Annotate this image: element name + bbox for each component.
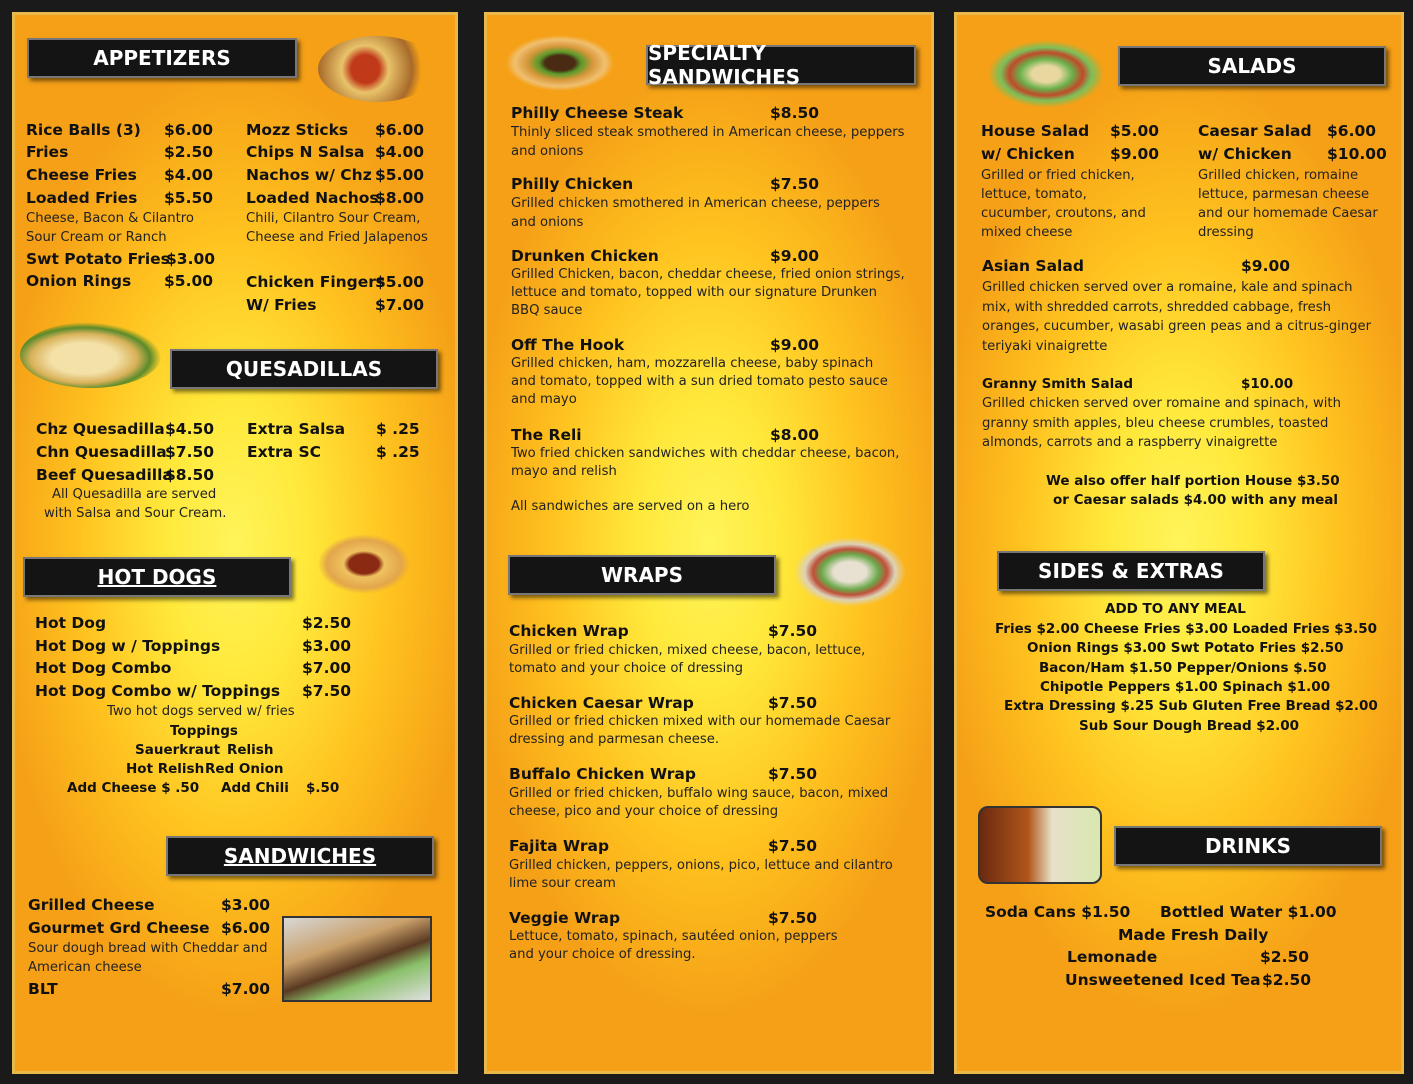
wrap-item-name: Fajita Wrap	[509, 837, 610, 855]
appetizer-price: $6.00	[375, 121, 425, 139]
salad-item: w/ Chicken	[981, 145, 1075, 163]
appetizer-item: Rice Balls (3)	[26, 121, 141, 139]
drink-item: Soda Cans $1.50	[985, 903, 1131, 921]
specialty-item-name: Philly Chicken	[511, 175, 634, 193]
drink-item: Bottled Water $1.00	[1160, 903, 1337, 921]
specialty-item-price: $9.00	[770, 336, 820, 354]
salad-item: Asian Salad	[982, 257, 1084, 275]
quesadilla-item: Chn Quesadilla	[36, 443, 167, 461]
hotdog-item: Hot Dog w / Toppings	[35, 637, 221, 655]
drink-price: $2.50	[1262, 971, 1312, 989]
nachos-image	[318, 36, 436, 102]
quesadilla-extra-price: $ .25	[376, 420, 420, 438]
item-description: Cheese and Fried Jalapenos	[246, 230, 428, 245]
wrap-item-price: $7.50	[768, 622, 818, 640]
sandwich-price: $6.00	[221, 919, 271, 937]
quesadilla-image	[20, 322, 162, 388]
appetizers-header: APPETIZERS	[27, 38, 297, 78]
salad-price: $9.00	[1110, 145, 1160, 163]
appetizer-price: $8.00	[375, 189, 425, 207]
appetizer-item: Loaded Nachos	[246, 189, 379, 207]
appetizer-price: $3.00	[166, 250, 216, 268]
topping: Hot Relish	[126, 761, 205, 777]
made-fresh-label: Made Fresh Daily	[1118, 926, 1269, 944]
iced-tea-image	[978, 806, 1102, 884]
sides-line: Fries $2.00 Cheese Fries $3.00 Loaded Fries $3.50	[995, 621, 1378, 637]
specialty-item-price: $8.50	[770, 104, 820, 122]
salad-price: $10.00	[1327, 145, 1387, 163]
wrap-item-price: $7.50	[768, 765, 818, 783]
hotdog-combo-note: Two hot dogs served w/ fries	[107, 704, 295, 719]
appetizer-item: Cheese Fries	[26, 166, 137, 184]
sides-line: Bacon/Ham $1.50 Pepper/Onions $.50	[1039, 660, 1327, 676]
hotdog-item: Hot Dog Combo w/ Toppings	[35, 682, 281, 700]
salads-header: SALADS	[1118, 46, 1386, 86]
item-description: Cheese, Bacon & Cilantro	[26, 211, 194, 226]
hotdog-item: Hot Dog	[35, 614, 107, 632]
quesadilla-price: $7.50	[165, 443, 215, 461]
add-chili: Add Chili	[221, 780, 289, 796]
salad-price: $9.00	[1241, 257, 1291, 275]
appetizer-item: Nachos w/ Chz	[246, 166, 372, 184]
hotdog-price: $7.50	[302, 682, 352, 700]
appetizer-item: Loaded Fries	[26, 189, 138, 207]
salad-description: Grilled or fried chicken, lettuce, tomato, cucumber, croutons, and mixed cheese	[981, 168, 1146, 240]
sides-line: Extra Dressing $.25 Sub Gluten Free Bread $2.00	[1004, 698, 1378, 714]
quesadilla-extra: Extra Salsa	[247, 420, 346, 438]
sandwich-price: $7.00	[221, 980, 271, 998]
appetizer-item: Chicken Fingers	[246, 273, 386, 291]
hotdog-price: $7.00	[302, 659, 352, 677]
wrap-item-price: $7.50	[768, 909, 818, 927]
drinks-header: DRINKS	[1114, 826, 1382, 866]
item-description: Chili, Cilantro Sour Cream,	[246, 211, 421, 226]
half-portion-note: We also offer half portion House $3.50	[1046, 473, 1340, 489]
specialty-item-description: Grilled chicken smothered in American cheese, peppers and onions	[511, 196, 880, 230]
quesadilla-note: All Quesadilla are served	[52, 487, 217, 502]
specialty-item-price: $7.50	[770, 175, 820, 193]
half-portion-note: or Caesar salads $4.00 with any meal	[1053, 492, 1339, 508]
sandwich-price: $3.00	[221, 896, 271, 914]
appetizer-price: $6.00	[164, 121, 214, 139]
sides-header: SIDES & EXTRAS	[997, 551, 1265, 591]
sides-line: Chipotle Peppers $1.00 Spinach $1.00	[1040, 679, 1331, 695]
appetizer-price: $5.50	[164, 189, 214, 207]
appetizer-price: $5.00	[375, 273, 425, 291]
topping: Relish	[227, 742, 274, 758]
appetizer-price: $5.00	[375, 166, 425, 184]
specialty-item-name: Off The Hook	[511, 336, 625, 354]
sides-subtitle: ADD TO ANY MEAL	[1105, 601, 1246, 617]
topping: Red Onion	[205, 761, 284, 777]
item-description: Sour Cream or Ranch	[26, 230, 167, 245]
wrap-item-name: Buffalo Chicken Wrap	[509, 765, 696, 783]
specialty-item-price: $8.00	[770, 426, 820, 444]
sandwich-description: Sour dough bread with Cheddar and	[28, 941, 268, 956]
wrap-item-name: Chicken Wrap	[509, 622, 629, 640]
quesadillas-header: QUESADILLAS	[170, 349, 438, 389]
appetizer-item: Swt Potato Fries	[26, 250, 170, 268]
salad-image	[984, 38, 1108, 110]
wrap-item-description: Grilled chicken, peppers, onions, pico, lettuce and cilantro lime sour cream	[509, 858, 893, 891]
appetizer-item: W/ Fries	[246, 296, 317, 314]
specialty-item-name: The Reli	[511, 426, 582, 444]
wrap-item-description: Grilled or fried chicken, buffalo wing sauce, bacon, mixed cheese, pico and your choice of dressing	[509, 786, 889, 819]
specialty-item-description: Thinly sliced steak smothered in American cheese, peppers and onions	[511, 125, 905, 159]
specialty-item-description: Grilled chicken, ham, mozzarella cheese, baby spinach and tomato, topped with a sun dried tomato pesto sauce and mayo	[511, 356, 888, 407]
toppings-title: Toppings	[170, 723, 238, 739]
specialty-item-price: $9.00	[770, 247, 820, 265]
appetizer-item: Chips N Salsa	[246, 143, 365, 161]
salad-description: Grilled chicken, romaine lettuce, parmesan cheese and our homemade Caesar dressing	[1198, 168, 1378, 240]
wrap-item-price: $7.50	[768, 694, 818, 712]
specialty-note: All sandwiches are served on a hero	[511, 499, 750, 514]
burger-image	[502, 33, 618, 93]
grilled-cheese-image	[282, 916, 432, 1002]
drink-item: Unsweetened Iced Tea	[1065, 971, 1261, 989]
sandwiches-header: SANDWICHES	[166, 836, 434, 876]
wrap-image	[792, 536, 908, 608]
wrap-item-description: Lettuce, tomato, spinach, sautéed onion, peppers and your choice of dressing.	[509, 929, 838, 962]
quesadilla-item: Beef Quesadilla	[36, 466, 173, 484]
quesadilla-price: $4.50	[165, 420, 215, 438]
hotdog-item: Hot Dog Combo	[35, 659, 172, 677]
specialty-item-name: Drunken Chicken	[511, 247, 659, 265]
quesadilla-price: $8.50	[165, 466, 215, 484]
appetizer-price: $7.00	[375, 296, 425, 314]
sandwich-item: BLT	[28, 980, 58, 998]
salad-description: Grilled chicken served over a romaine, kale and spinach mix, with shredded carrots, shredded cabbage, fresh oranges, cucumber, wasabi green peas and a citrus-ginger teriyaki vinaigrette	[982, 280, 1372, 354]
salad-price: $5.00	[1110, 122, 1160, 140]
topping: Sauerkraut	[135, 742, 221, 758]
appetizer-item: Fries	[26, 143, 69, 161]
hotdog-image	[316, 533, 412, 595]
add-cheese: Add Cheese $ .50	[67, 780, 200, 796]
appetizer-price: $2.50	[164, 143, 214, 161]
salad-price: $10.00	[1241, 376, 1294, 392]
appetizer-price: $5.00	[164, 272, 214, 290]
specialty-item-description: Grilled Chicken, bacon, cheddar cheese, fried onion strings, lettuce and tomato, topped with our signature Drunken BBQ sauce	[511, 267, 905, 318]
specialty-item-description: Two fried chicken sandwiches with cheddar cheese, bacon, mayo and relish	[511, 446, 900, 479]
sandwich-description: American cheese	[28, 960, 142, 975]
drink-item: Lemonade	[1067, 948, 1158, 966]
salad-item: House Salad	[981, 122, 1090, 140]
hotdog-price: $2.50	[302, 614, 352, 632]
wrap-item-name: Veggie Wrap	[509, 909, 621, 927]
hotdog-price: $3.00	[302, 637, 352, 655]
wrap-item-description: Grilled or fried chicken mixed with our homemade Caesar dressing and parmesan cheese.	[509, 714, 891, 747]
wraps-header: WRAPS	[508, 555, 776, 595]
sides-line: Sub Sour Dough Bread $2.00	[1079, 718, 1300, 734]
appetizer-price: $4.00	[164, 166, 214, 184]
quesadilla-item: Chz Quesadilla	[36, 420, 165, 438]
hotdogs-header: HOT DOGS	[23, 557, 291, 597]
wrap-item-description: Grilled or fried chicken, mixed cheese, bacon, lettuce, tomato and your choice of dressing	[509, 643, 866, 676]
sandwich-item: Gourmet Grd Cheese	[28, 919, 210, 937]
sandwich-item: Grilled Cheese	[28, 896, 155, 914]
appetizer-price: $4.00	[375, 143, 425, 161]
sides-line: Onion Rings $3.00 Swt Potato Fries $2.50	[1027, 640, 1344, 656]
salad-item: Granny Smith Salad	[982, 376, 1133, 392]
salad-description: Grilled chicken served over romaine and spinach, with granny smith apples, bleu cheese crumbles, toasted almonds, carrots and a raspberry vinaigrette	[982, 396, 1341, 450]
quesadilla-extra-price: $ .25	[376, 443, 420, 461]
quesadilla-extra: Extra SC	[247, 443, 322, 461]
appetizer-item: Mozz Sticks	[246, 121, 349, 139]
wrap-item-name: Chicken Caesar Wrap	[509, 694, 694, 712]
quesadilla-note: with Salsa and Sour Cream.	[44, 506, 227, 521]
add-chili-price: $.50	[306, 780, 340, 796]
drink-price: $2.50	[1260, 948, 1310, 966]
salad-price: $6.00	[1327, 122, 1377, 140]
wrap-item-price: $7.50	[768, 837, 818, 855]
specialty-sandwiches-header: SPECIALTY SANDWICHES	[646, 45, 916, 85]
salad-item: Caesar Salad	[1198, 122, 1312, 140]
salad-item: w/ Chicken	[1198, 145, 1292, 163]
specialty-item-name: Philly Cheese Steak	[511, 104, 684, 122]
appetizer-item: Onion Rings	[26, 272, 132, 290]
